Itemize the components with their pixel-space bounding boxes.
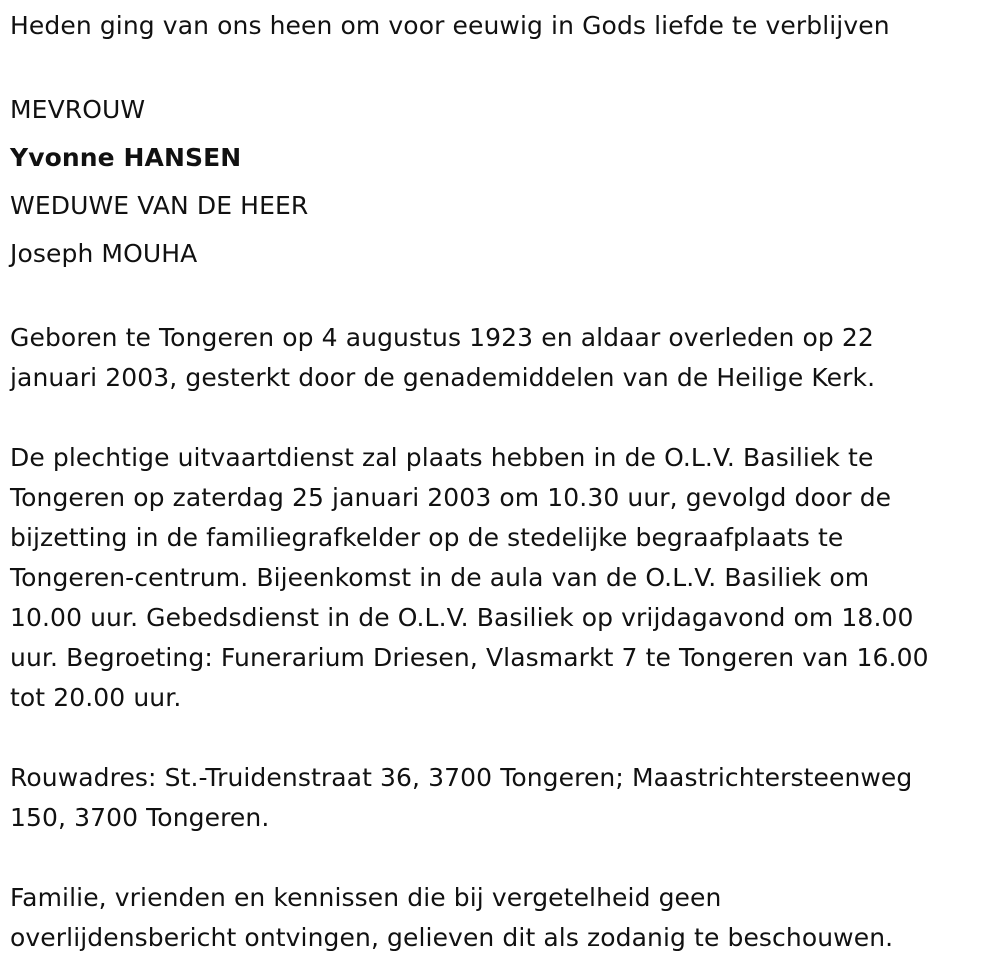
address-line: 150, 3700 Tongeren.: [10, 803, 270, 832]
deceased-block: [10, 86, 988, 278]
service-line: Tongeren op zaterdag 25 januari 2003 om 10.30 uur, gevolgd door de: [10, 483, 892, 512]
service-line: tot 20.00 uur.: [10, 683, 182, 712]
relation-line: WEDUWE VAN DE HEER: [10, 191, 309, 220]
birth-line: januari 2003, gesterkt door de genademiddelen van de Heilige Kerk.: [10, 363, 876, 392]
deceased-name: Yvonne HANSEN: [10, 143, 242, 172]
service-line: Tongeren-centrum. Bijeenkomst in de aula van de O.L.V. Basiliek om: [10, 563, 870, 592]
closing-paragraph: [10, 878, 988, 958]
service-line: 10.00 uur. Gebedsdienst in de O.L.V. Basiliek op vrijdagavond om 18.00: [10, 603, 914, 632]
service-line: De plechtige uitvaartdienst zal plaats hebben in de O.L.V. Basiliek te: [10, 443, 874, 472]
closing-line: Familie, vrienden en kennissen die bij vergetelheid geen: [10, 883, 722, 912]
birth-paragraph: [10, 318, 988, 398]
intro-line: Heden ging van ons heen om voor eeuwig in Gods liefde te verblijven: [10, 11, 890, 40]
birth-line: Geboren te Tongeren op 4 augustus 1923 en aldaar overleden op 22: [10, 323, 874, 352]
spouse-name: Joseph MOUHA: [10, 239, 198, 268]
address-line: Rouwadres: St.-Truidenstraat 36, 3700 Tongeren; Maastrichtersteenweg: [10, 763, 913, 792]
service-line: uur. Begroeting: Funerarium Driesen, Vlasmarkt 7 te Tongeren van 16.00: [10, 643, 929, 672]
service-paragraph: [10, 438, 988, 718]
address-paragraph: [10, 758, 988, 838]
service-line: bijzetting in de familiegrafkelder op de stedelijke begraafplaats te: [10, 523, 844, 552]
title-line: MEVROUW: [10, 95, 146, 124]
closing-line: overlijdensbericht ontvingen, gelieven dit als zodanig te beschouwen.: [10, 923, 894, 952]
